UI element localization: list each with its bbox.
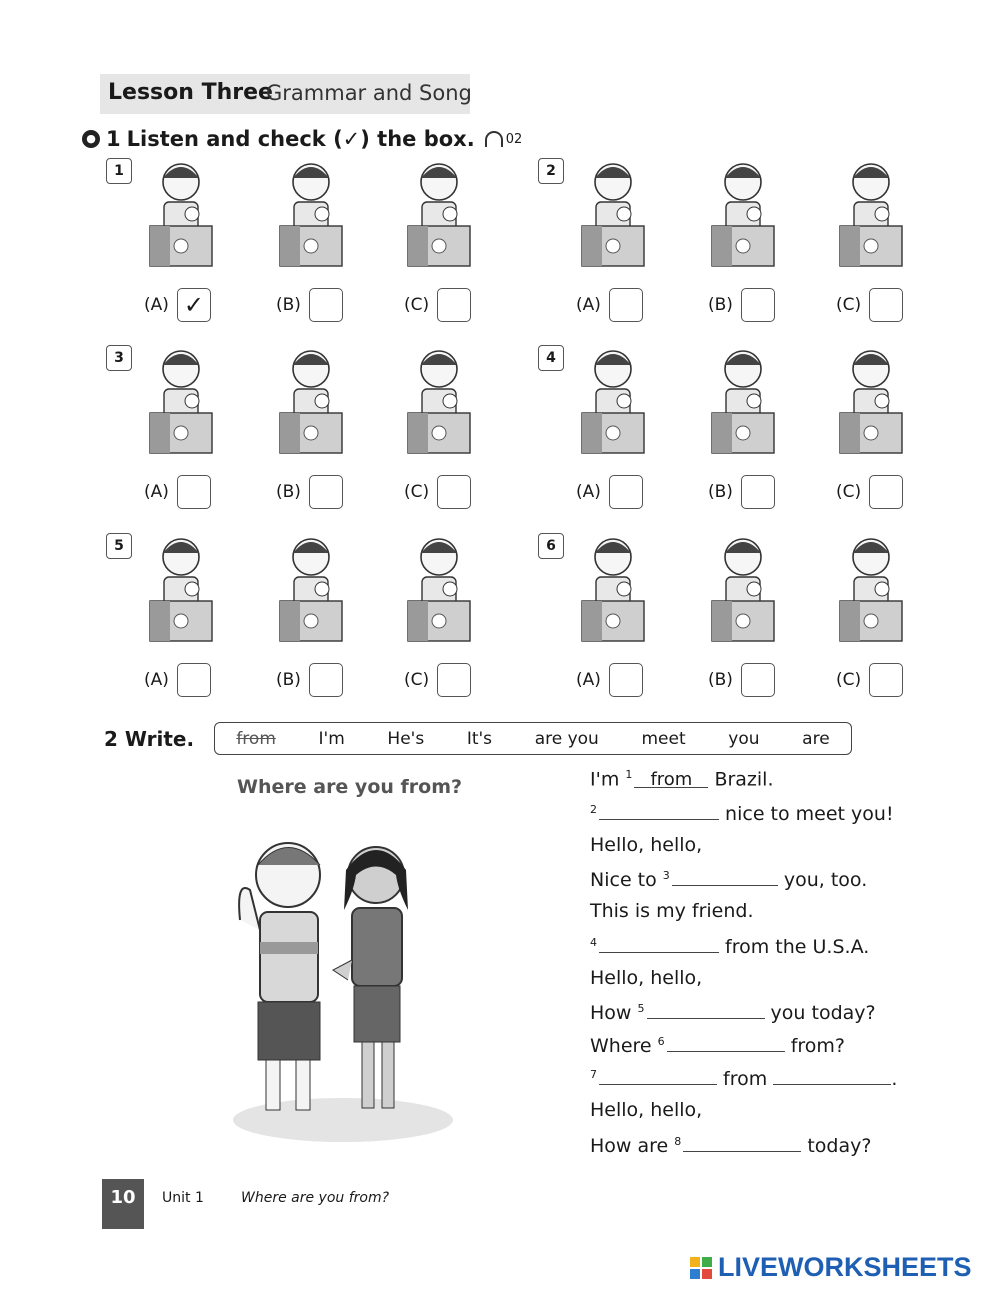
lyric-text: you, too.	[783, 869, 868, 891]
word-bank	[214, 722, 852, 755]
option-a	[144, 663, 211, 697]
child-with-flag-picture	[144, 158, 218, 276]
checkbox-a[interactable]	[609, 475, 643, 509]
checkbox-c[interactable]	[869, 475, 903, 509]
option-c	[836, 475, 903, 509]
answer-field-6[interactable]	[667, 1033, 785, 1052]
checkbox-a[interactable]	[609, 288, 643, 322]
checkbox-c[interactable]	[437, 475, 471, 509]
blank-number: 2	[590, 802, 597, 816]
child-with-flag-picture	[274, 345, 348, 463]
checkbox-a[interactable]: ✓	[177, 288, 211, 322]
option-label: (B)	[708, 670, 733, 690]
checkbox-c[interactable]	[437, 288, 471, 322]
child-with-flag-picture	[144, 345, 218, 463]
answer-field-4[interactable]	[599, 934, 719, 953]
lyric-line-11: Hello, hello,	[590, 1099, 703, 1121]
child-with-flag-picture	[706, 158, 780, 276]
child-with-flag-picture	[834, 345, 908, 463]
option-label: (A)	[576, 295, 601, 315]
lyric-text: How	[590, 1002, 632, 1024]
lyric-line-10	[590, 1066, 897, 1090]
group-number: 1	[106, 158, 132, 184]
checkbox-c[interactable]	[869, 663, 903, 697]
option-label: (C)	[836, 482, 862, 502]
option-label: (B)	[276, 670, 301, 690]
lesson-subtitle: Grammar and Song	[266, 81, 472, 105]
child-with-flag-picture	[576, 158, 650, 276]
blank-number: 3	[662, 868, 670, 882]
lyric-line-5: This is my friend.	[590, 900, 754, 922]
option-b	[276, 475, 343, 509]
checkbox-b[interactable]	[741, 475, 775, 509]
lyric-text: .	[891, 1068, 898, 1090]
child-with-flag-picture	[274, 533, 348, 651]
checkbox-c[interactable]	[437, 663, 471, 697]
word-bank-item: from	[236, 728, 276, 749]
lyric-line-1	[590, 768, 774, 790]
song-title: Where are you from?	[237, 776, 463, 798]
group-number: 3	[106, 345, 132, 371]
option-a	[144, 288, 211, 322]
word-bank-item: It's	[466, 728, 493, 749]
blank-number: 6	[657, 1034, 665, 1048]
exercise-1-number: 1	[106, 127, 121, 151]
option-label: (B)	[276, 482, 301, 502]
option-label: (A)	[144, 482, 169, 502]
lyric-line-8	[590, 1000, 876, 1024]
child-with-flag-picture	[834, 158, 908, 276]
lyric-line-4	[590, 867, 867, 891]
unit-label: Unit 1	[162, 1190, 204, 1206]
answer-field-7[interactable]	[599, 1066, 717, 1085]
group-number: 5	[106, 533, 132, 559]
lyric-line-2	[590, 801, 894, 825]
blank-number: 7	[590, 1067, 597, 1081]
group-number: 6	[538, 533, 564, 559]
checkbox-b[interactable]	[741, 288, 775, 322]
kids-illustration	[228, 820, 458, 1150]
brand-name: LIVEWORKSHEETS	[718, 1252, 972, 1282]
child-with-flag-picture	[402, 533, 476, 651]
option-b	[708, 288, 775, 322]
option-c	[404, 475, 471, 509]
lyric-text: nice to meet you!	[725, 803, 894, 825]
exercise-1-heading	[82, 127, 522, 151]
page-number: 10	[102, 1179, 144, 1229]
option-a	[576, 475, 643, 509]
child-with-flag-picture	[834, 533, 908, 651]
answer-field-3[interactable]	[672, 867, 778, 886]
lyric-text: Nice to	[590, 869, 657, 891]
child-with-flag-picture	[706, 533, 780, 651]
headphones-icon	[485, 131, 503, 147]
option-c	[404, 663, 471, 697]
option-c	[836, 288, 903, 322]
option-c	[404, 288, 471, 322]
option-label: (C)	[404, 482, 430, 502]
option-label: (C)	[404, 295, 430, 315]
option-label: (C)	[404, 670, 430, 690]
option-label: (B)	[708, 295, 733, 315]
option-a	[144, 475, 211, 509]
word-bank-item: I'm	[318, 728, 345, 749]
option-a	[576, 663, 643, 697]
answer-field-8[interactable]	[683, 1133, 801, 1152]
option-b	[276, 288, 343, 322]
lyric-text: I'm	[590, 768, 620, 791]
exercise-2-heading	[104, 727, 194, 751]
audio-disc-icon: ●	[82, 130, 100, 148]
option-label: (B)	[276, 295, 301, 315]
checkbox-a[interactable]	[177, 663, 211, 697]
lesson-title: Lesson Three	[108, 80, 273, 105]
checkbox-b[interactable]	[741, 663, 775, 697]
unit-title: Where are you from?	[241, 1190, 390, 1206]
checkbox-a[interactable]	[609, 663, 643, 697]
child-with-flag-picture	[576, 345, 650, 463]
exercise-2-instruction: Write.	[124, 727, 195, 751]
option-b	[708, 663, 775, 697]
blank-number: 4	[590, 935, 597, 949]
lyric-text: How are	[590, 1135, 669, 1157]
option-b	[276, 663, 343, 697]
word-bank-item: are	[802, 728, 830, 749]
answer-field-2[interactable]	[599, 801, 719, 820]
brand-logo-icon	[690, 1257, 712, 1279]
blank-number: 8	[674, 1134, 682, 1148]
child-with-flag-picture	[402, 158, 476, 276]
lyric-line-7: Hello, hello,	[590, 967, 703, 989]
blank-number: 5	[637, 1001, 645, 1015]
lyric-text: Where	[590, 1035, 652, 1057]
option-b	[708, 475, 775, 509]
option-label: (A)	[144, 670, 169, 690]
lyric-text: today?	[807, 1135, 872, 1157]
child-with-flag-picture	[274, 158, 348, 276]
answer-field-5[interactable]	[647, 1000, 765, 1019]
checkbox-b[interactable]	[309, 288, 343, 322]
group-number: 4	[538, 345, 564, 371]
lyric-text: Brazil.	[714, 768, 774, 791]
word-bank-item: He's	[387, 728, 425, 749]
child-with-flag-picture	[576, 533, 650, 651]
lyric-text: from	[723, 1068, 768, 1090]
lyric-line-6	[590, 934, 869, 958]
option-label: (A)	[144, 295, 169, 315]
lyric-line-9	[590, 1033, 845, 1057]
checkbox-c[interactable]	[869, 288, 903, 322]
checkbox-b[interactable]	[309, 475, 343, 509]
option-c	[836, 663, 903, 697]
lyric-line-3: Hello, hello,	[590, 834, 703, 856]
answer-field-7b[interactable]	[773, 1066, 891, 1085]
option-a	[576, 288, 643, 322]
audio-track[interactable]	[485, 131, 523, 147]
option-label: (B)	[708, 482, 733, 502]
checkbox-a[interactable]	[177, 475, 211, 509]
option-label: (A)	[576, 670, 601, 690]
blank-number: 1	[625, 768, 633, 781]
lyric-line-12	[590, 1133, 871, 1157]
lyric-text: from the U.S.A.	[725, 936, 870, 958]
word-bank-item: meet	[641, 728, 686, 749]
answer-field-1[interactable]: from	[634, 769, 708, 788]
option-label: (C)	[836, 295, 862, 315]
child-with-flag-picture	[144, 533, 218, 651]
group-number: 2	[538, 158, 564, 184]
checkbox-b[interactable]	[309, 663, 343, 697]
exercise-1-instruction: Listen and check (✓) the box.	[126, 127, 475, 151]
child-with-flag-picture	[706, 345, 780, 463]
lyric-text: from?	[790, 1035, 846, 1057]
option-label: (C)	[836, 670, 862, 690]
exercise-2-number: 2	[104, 727, 118, 751]
liveworksheets-logo[interactable]	[690, 1252, 972, 1283]
lyric-text: you today?	[770, 1002, 876, 1024]
track-number: 02	[505, 131, 523, 147]
option-label: (A)	[576, 482, 601, 502]
word-bank-item: are you	[534, 728, 599, 749]
child-with-flag-picture	[402, 345, 476, 463]
word-bank-item: you	[728, 728, 760, 749]
